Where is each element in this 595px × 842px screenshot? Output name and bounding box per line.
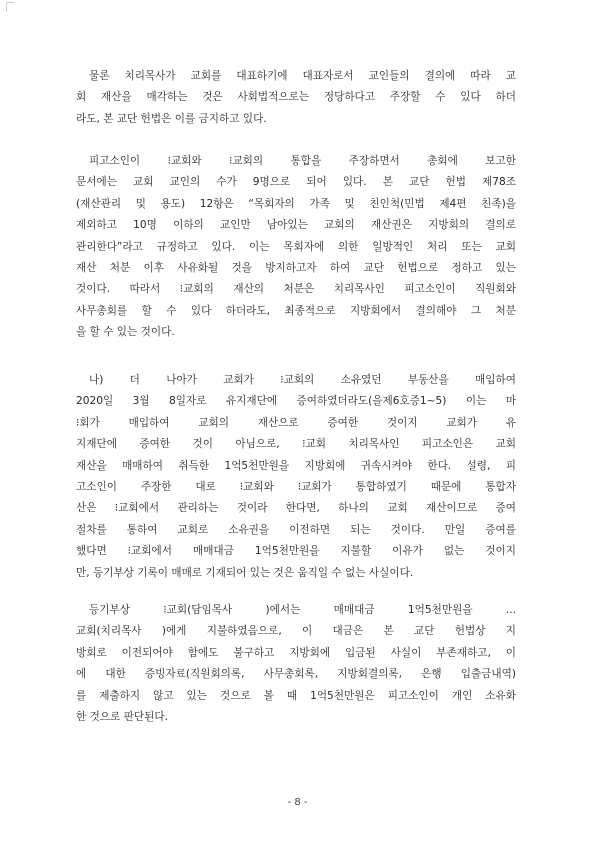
text-line: 고소인이 주장한 대로 ⁝교회와 ⁝교회가 통합하였기 때문에 통합자 [76,480,516,493]
text-line: 했다면 ⁝교회에서 매매대금 1억5천만원을 지불할 이유가 없는 것이지 [76,545,516,558]
text-line: 지재단에 증여한 것이 아님으로, ⁝교회 치리목사인 피고소인은 교회 [76,438,516,451]
text-line: 를 제출하지 않고 있는 것으로 볼 때 1억5천만원은 피고소인이 개인 소유화 [76,689,516,702]
corner-mark [6,2,14,12]
text-line: 방회로 이전되어야 함에도 불구하고 지방회에 입금된 사실이 부존재하고, 이 [76,646,516,659]
text-line: 재산 처분 이후 사유화될 것을 방지하고자 하여 교단 헌법으로 정하고 있는 [76,261,516,274]
text-line: 등기부상 ⁝교회(담임목사 )에서는 매매대금 1억5천만원을 ... [89,604,516,616]
paragraph-2 [76,151,516,344]
text-line: 만, 등기부상 기록이 매매로 기재되어 있는 것은 움직일 수 없는 사실이다. [76,566,414,579]
text-line: 문서에는 교회 교인의 수가 9명으로 되어 있다. 본 교단 헌법 제78조 [76,176,516,189]
text-line: (재산관리 및 용도) 12항은 “목회자의 가족 및 친인척(민법 제4편 친족)을 [76,197,516,210]
text-line: 에 대한 증빙자료(직원회의록, 사무총회록, 지방회결의록, 은행 입출금내역) [76,668,516,681]
text-line: ⁝회가 매입하여 교회의 재산으로 증여한 것이지 교회가 유 [76,416,516,429]
page-number: - 8 - [287,797,308,808]
text-line: 한 것으로 판단된다. [76,710,168,723]
text-line: 관리한다”라고 규정하고 있다. 이는 목회자에 의한 일방적인 처리 또는 교회 [76,240,516,253]
text-line: 교회(치리목사 )에게 지불하였음으로, 이 대금은 본 교단 헌법상 지 [76,625,516,638]
text-line: 재산을 매매하여 취득한 1억5천만원을 지방회에 귀속시켜야 한다. 설령, 피 [76,459,516,472]
text-line: 2020일 3월 8일자로 유지재단에 증여하였더라도(을제6호증1~5) 이는 마 [76,395,516,408]
text-line: 회 재산을 매각하는 것은 사회법적으로는 정당하다고 주장할 수 있다 하더 [76,91,516,104]
text-line: 제외하고 10명 이하의 교인만 남아있는 교회의 재산권은 지방회의 결의로 [76,219,516,232]
text-line: 물론 치리목사가 교회를 대표하기에 대표자로서 교인들의 결의에 따라 교 [89,70,516,82]
paragraph-1 [76,66,516,130]
text-line: 것이다. 따라서 ⁝교회의 재산의 처분은 치리목사인 피고소인이 직원회와 [76,283,516,296]
text-line: 산은 ⁝교회에서 관리하는 것이라 한다면, 하나의 교회 재산이므로 증여 [76,502,516,515]
text-line: 나) 더 나아가 교회가 ⁝교회의 소유였던 부동산을 매입하여 [89,374,516,386]
text-line: 사무총회를 할 수 있다 하더라도, 최종적으로 지방회에서 결의해야 그 처분 [76,304,516,317]
text-line: 라도, 본 교단 헌법은 이를 금지하고 있다. [76,112,267,125]
paragraph-3 [76,370,516,584]
paragraph-4 [76,600,516,728]
text-line: 피고소인이 ⁝교회와 ⁝교회의 통합을 주장하면서 총회에 보고한 [89,155,516,167]
text-line: 을 할 수 있는 것이다. [76,326,175,339]
text-line: 절차를 통하여 교회로 소유권을 이전하면 되는 것이다. 만일 증여를 [76,523,516,536]
